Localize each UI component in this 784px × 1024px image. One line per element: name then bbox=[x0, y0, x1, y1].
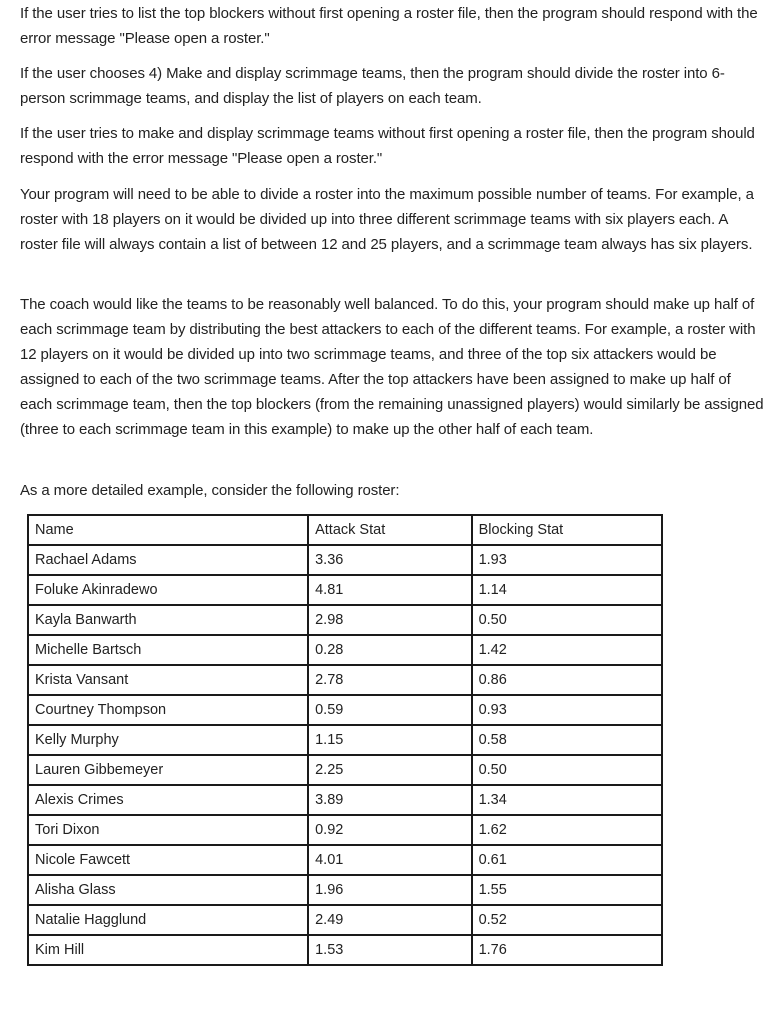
cell-name: Nicole Fawcett bbox=[28, 845, 308, 875]
cell-blocking-stat: 0.52 bbox=[472, 905, 662, 935]
header-name: Name bbox=[28, 515, 308, 545]
cell-attack-stat: 3.89 bbox=[308, 785, 471, 815]
cell-blocking-stat: 1.42 bbox=[472, 635, 662, 665]
cell-attack-stat: 2.98 bbox=[308, 605, 471, 635]
paragraph-max-teams: Your program will need to be able to divide a roster into the maximum possible number of teams. For example, a roster with 18 players on it would be divided up into three different scrimmage teams with six players each. A roster file will always contain a list of between 12 and 25 players, and a scrimmage team always has six players. bbox=[20, 186, 754, 253]
cell-attack-stat: 4.01 bbox=[308, 845, 471, 875]
cell-blocking-stat: 1.55 bbox=[472, 875, 662, 905]
table-row bbox=[28, 635, 662, 665]
cell-blocking-stat: 1.62 bbox=[472, 815, 662, 845]
cell-blocking-stat: 1.34 bbox=[472, 785, 662, 815]
cell-name: Alexis Crimes bbox=[28, 785, 308, 815]
cell-attack-stat: 0.92 bbox=[308, 815, 471, 845]
cell-blocking-stat: 0.61 bbox=[472, 845, 662, 875]
cell-attack-stat: 2.78 bbox=[308, 665, 471, 695]
cell-blocking-stat: 0.93 bbox=[472, 695, 662, 725]
cell-attack-stat: 3.36 bbox=[308, 545, 471, 575]
cell-blocking-stat: 1.14 bbox=[472, 575, 662, 605]
cell-name: Kayla Banwarth bbox=[28, 605, 308, 635]
table-row bbox=[28, 605, 662, 635]
header-attack-stat: Attack Stat bbox=[308, 515, 471, 545]
table-row bbox=[28, 545, 662, 575]
cell-name: Kelly Murphy bbox=[28, 725, 308, 755]
table-row bbox=[28, 875, 662, 905]
table-row bbox=[28, 755, 662, 785]
cell-name: Lauren Gibbemeyer bbox=[28, 755, 308, 785]
table-row bbox=[28, 785, 662, 815]
paragraph-no-roster-scrimmage-error: If the user tries to make and display scrimmage teams without first opening a roster file, then the program should respond with the error message "Please open a roster." bbox=[20, 125, 755, 167]
cell-blocking-stat: 0.50 bbox=[472, 605, 662, 635]
roster-table bbox=[27, 514, 663, 966]
header-blocking-stat: Blocking Stat bbox=[472, 515, 662, 545]
table-row bbox=[28, 695, 662, 725]
table-row bbox=[28, 815, 662, 845]
table-row bbox=[28, 845, 662, 875]
cell-blocking-stat: 0.50 bbox=[472, 755, 662, 785]
table-row bbox=[28, 575, 662, 605]
cell-attack-stat: 2.49 bbox=[308, 905, 471, 935]
paragraph-no-roster-blockers-error: If the user tries to list the top blockers without first opening a roster file, then the program should respond with the error message "Please open a roster." bbox=[20, 5, 758, 47]
paragraph-team-balance: The coach would like the teams to be reasonably well balanced. To do this, your program should make up half of each scrimmage team by distributing the best attackers to each of the different teams. For example, a roster with 12 players on it would be divided up into two scrimmage teams, and three of the top six attackers would be assigned to each of the two scrimmage teams. After the top attackers have been assigned to make up half of each scrimmage team, then the top blockers (from the remaining unassigned players) would similarly be assigned (three to each scrimmage team in this example) to make up the other half of each team. bbox=[20, 296, 764, 438]
cell-name: Natalie Hagglund bbox=[28, 905, 308, 935]
table-row bbox=[28, 905, 662, 935]
cell-blocking-stat: 0.58 bbox=[472, 725, 662, 755]
paragraph-scrimmage-option: If the user chooses 4) Make and display scrimmage teams, then the program should divide the roster into 6-person scrimmage teams, and display the list of players on each team. bbox=[20, 65, 725, 107]
cell-attack-stat: 4.81 bbox=[308, 575, 471, 605]
paragraph-example-intro: As a more detailed example, consider the following roster: bbox=[20, 482, 400, 499]
cell-attack-stat: 1.96 bbox=[308, 875, 471, 905]
cell-name: Rachael Adams bbox=[28, 545, 308, 575]
cell-blocking-stat: 1.76 bbox=[472, 935, 662, 965]
cell-blocking-stat: 0.86 bbox=[472, 665, 662, 695]
cell-name: Michelle Bartsch bbox=[28, 635, 308, 665]
cell-attack-stat: 2.25 bbox=[308, 755, 471, 785]
cell-attack-stat: 0.28 bbox=[308, 635, 471, 665]
cell-name: Krista Vansant bbox=[28, 665, 308, 695]
table-row bbox=[28, 935, 662, 965]
table-row bbox=[28, 725, 662, 755]
cell-name: Alisha Glass bbox=[28, 875, 308, 905]
cell-name: Foluke Akinradewo bbox=[28, 575, 308, 605]
cell-attack-stat: 1.15 bbox=[308, 725, 471, 755]
cell-attack-stat: 1.53 bbox=[308, 935, 471, 965]
cell-name: Kim Hill bbox=[28, 935, 308, 965]
table-header-row bbox=[28, 515, 662, 545]
table-row bbox=[28, 665, 662, 695]
cell-blocking-stat: 1.93 bbox=[472, 545, 662, 575]
cell-name: Tori Dixon bbox=[28, 815, 308, 845]
cell-name: Courtney Thompson bbox=[28, 695, 308, 725]
cell-attack-stat: 0.59 bbox=[308, 695, 471, 725]
